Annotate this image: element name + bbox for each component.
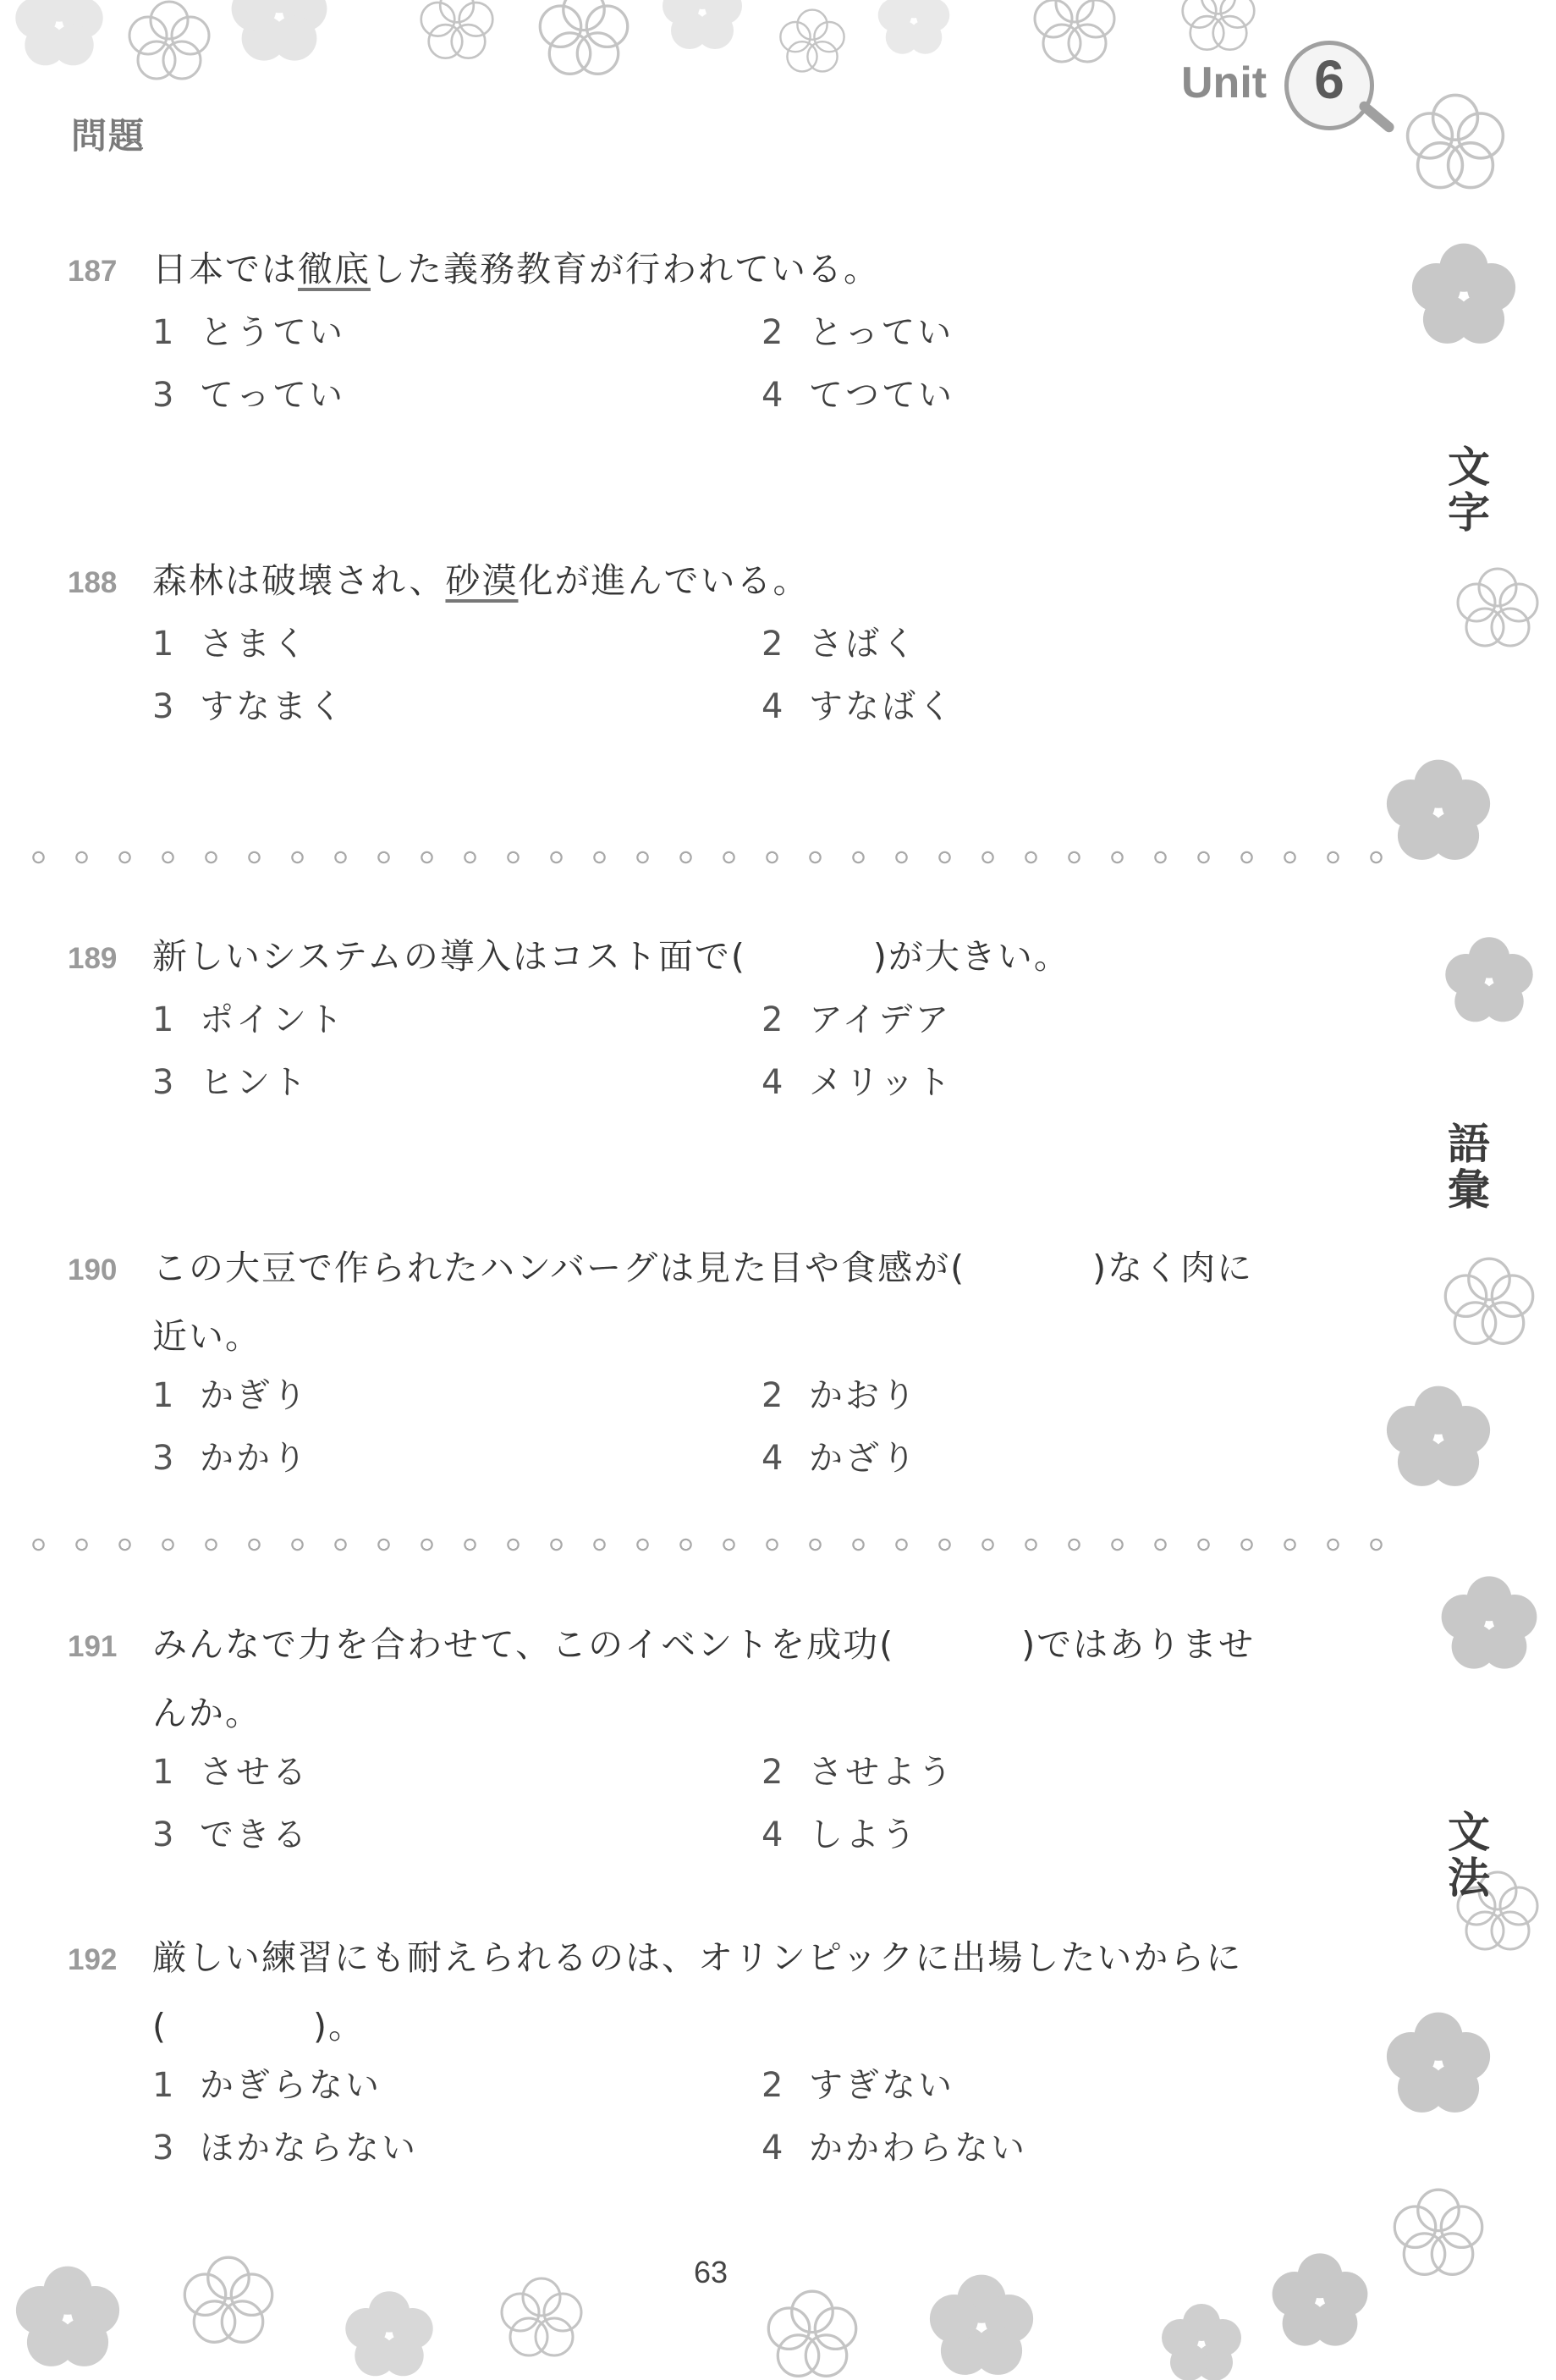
question-continuation: 近い。 <box>152 1316 261 1357</box>
question-number: 188 <box>68 566 118 599</box>
option-1[interactable]: 1 させる <box>152 1753 309 1792</box>
side-tab-bunpo: 文法 <box>1441 1810 1490 1901</box>
option-4[interactable]: 4 しよう <box>762 1815 918 1854</box>
question-187 <box>68 235 1354 434</box>
option-4[interactable]: 4 かかわらない <box>762 2129 1027 2168</box>
option-4[interactable]: 4 てつてい <box>762 376 954 415</box>
magnifier-handle <box>1357 99 1396 134</box>
option-3[interactable]: 3 ヒント <box>152 1063 309 1102</box>
option-3[interactable]: 3 できる <box>152 1815 309 1854</box>
question-192 <box>68 1924 1354 2187</box>
question-text: みんなで力を合わせて、このイベントを成功( )ではありませ <box>152 1624 1256 1665</box>
page-number: 63 <box>693 2255 729 2289</box>
question-number: 190 <box>68 1253 118 1286</box>
option-4[interactable]: 4 すなばく <box>762 687 954 726</box>
dotted-divider <box>17 1536 1388 1553</box>
question-text: 厳しい練習にも耐えられるのは、オリンピックに出場したいからに <box>152 1937 1243 1978</box>
question-188 <box>68 547 1354 746</box>
question-number: 192 <box>68 1943 118 1976</box>
question-number: 187 <box>68 255 118 288</box>
unit-number: 6 <box>1314 49 1344 110</box>
question-text: この大豆で作られたハンバーグは見た目や食感が( )なく肉に <box>152 1248 1254 1288</box>
option-1[interactable]: 1 さまく <box>152 625 309 664</box>
option-3[interactable]: 3 ほかならない <box>152 2129 418 2168</box>
question-text: 新しいシステムの導入はコスト面で( )が大きい。 <box>152 936 1070 977</box>
option-2[interactable]: 2 とってい <box>762 313 954 352</box>
option-1[interactable]: 1 とうてい <box>152 313 345 352</box>
option-2[interactable]: 2 さばく <box>762 625 918 664</box>
question-190 <box>68 1234 1354 1497</box>
option-3[interactable]: 3 すなまく <box>152 687 345 726</box>
section-title: 問題 <box>71 115 146 157</box>
question-number: 191 <box>68 1630 118 1663</box>
question-189 <box>68 923 1354 1121</box>
option-2[interactable]: 2 させよう <box>762 1753 954 1792</box>
unit-label: Unit <box>1181 58 1267 107</box>
question-191 <box>68 1611 1354 1874</box>
option-1[interactable]: 1 ポイント <box>152 1000 345 1039</box>
option-2[interactable]: 2 すぎない <box>762 2066 954 2105</box>
side-tab-moji: 文字 <box>1441 444 1490 536</box>
underlined-word: 徹底 <box>298 249 371 289</box>
question-continuation: ( )。 <box>152 2006 365 2047</box>
question-text: 日本では徹底した義務教育が行われている。 <box>152 249 880 289</box>
side-tab-goi: 語彙 <box>1441 1121 1490 1213</box>
option-4[interactable]: 4 メリット <box>762 1063 954 1102</box>
option-1[interactable]: 1 かぎり <box>152 1376 309 1415</box>
option-3[interactable]: 3 てってい <box>152 376 345 415</box>
question-continuation: んか。 <box>152 1693 261 1733</box>
question-text: 森林は破壊され、砂漠化が進んでいる。 <box>152 560 810 601</box>
option-3[interactable]: 3 かかり <box>152 1439 309 1478</box>
unit-badge <box>1176 34 1405 144</box>
option-2[interactable]: 2 アイデア <box>762 1000 952 1039</box>
magnifier-icon <box>1284 41 1374 130</box>
dotted-divider <box>17 849 1388 866</box>
option-1[interactable]: 1 かぎらない <box>152 2066 382 2105</box>
underlined-word: 砂漠 <box>445 560 519 601</box>
question-number: 189 <box>68 942 118 975</box>
option-4[interactable]: 4 かざり <box>762 1439 918 1478</box>
option-2[interactable]: 2 かおり <box>762 1376 918 1415</box>
